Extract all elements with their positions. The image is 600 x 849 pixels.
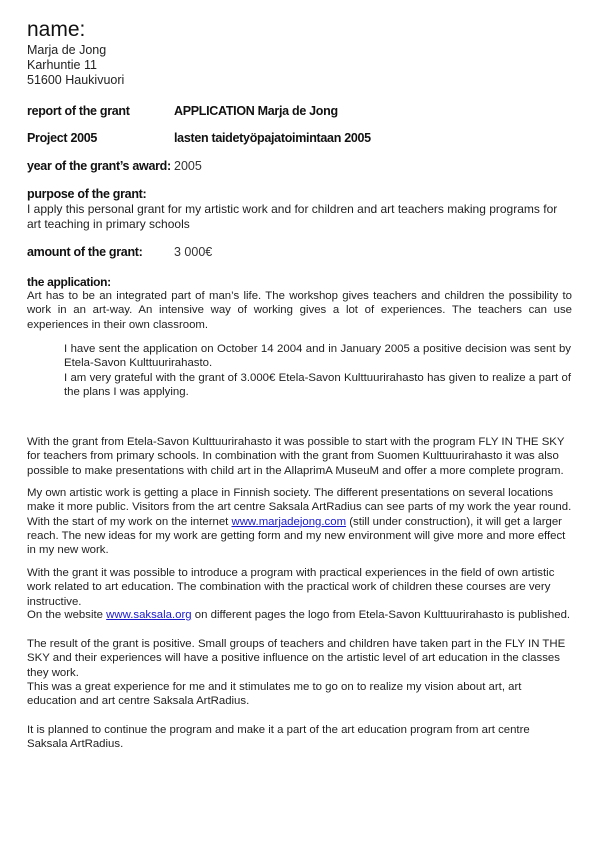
amount-row <box>27 245 587 261</box>
indented-paragraph-2: I am very grateful with the grant of 3.000€ Etela-Savon Kulttuurirahasto has given to realize a part of the plans I was applying. <box>64 372 571 399</box>
application-text: Art has to be an integrated part of man’s life. The workshop gives teachers and children the possibility to work in an art-way. An intensive way of working gives a lot of experiences. The teachers can use experiences in their own classroom. <box>27 290 572 331</box>
paragraph-website-start: On the website <box>27 609 107 621</box>
saksala-link[interactable]: www.saksala.org <box>106 609 192 621</box>
project-row <box>27 131 587 147</box>
indented-paragraph-1: I have sent the application on October 14 2004 and in January 2005 a positive decision was sent by Etela-Savon Kulttuurirahasto. <box>64 343 571 370</box>
paragraph-artistic-work-start: My own artistic work is getting a place in Finnish society. The different presentations on several locations make it more public. Visitors from the art centre Saksala ArtRadius can see parts of my work the year round. With the start of my work on the internet <box>27 487 572 528</box>
applicant-name: Marja de Jong <box>27 43 107 57</box>
paragraph-result: The result of the grant is positive. Small groups of teachers and children have taken part in the FLY IN THE SKY and their experiences will have a positive influence on the artistic level of art education in the classes they work. <box>27 638 566 679</box>
project-label: Project 2005 <box>27 131 98 145</box>
paragraph-artistic-work <box>27 486 572 557</box>
purpose-text: I apply this personal grant for my artistic work and for children and art teachers making programs for art teaching in primary schools <box>27 202 558 231</box>
purpose-label: purpose of the grant: <box>27 187 147 201</box>
paragraph-website <box>27 608 572 622</box>
amount-label: amount of the grant: <box>27 245 143 259</box>
paragraph-experience: This was a great experience for me and it stimulates me to go on to realize my vision about art, art education and art centre Saksala ArtRadius. <box>27 681 522 708</box>
purpose-row <box>27 187 587 203</box>
paragraph-continuation: It is planned to continue the program and make it a part of the art education program from art centre Saksala ArtRadius. <box>27 724 530 751</box>
paragraph-website-end: on different pages the logo from Etela-Savon Kulttuurirahasto is published. <box>191 609 571 621</box>
year-row <box>27 159 587 175</box>
address-street: Karhuntie 11 <box>27 58 97 72</box>
report-row <box>27 104 587 120</box>
report-value: APPLICATION Marja de Jong <box>174 104 338 118</box>
name-heading: name: <box>27 18 86 41</box>
paragraph-practical-program: With the grant it was possible to introduce a program with practical experiences in the field of own artistic work related to art education. The combination with the practical work of children these courses are very instructive. <box>27 567 555 608</box>
address-postal: 51600 Haukivuori <box>27 73 125 87</box>
marjadejong-link[interactable]: www.marjadejong.com <box>231 515 347 528</box>
year-label: year of the grant’s award: <box>27 159 171 173</box>
report-label: report of the grant <box>27 104 130 118</box>
amount-value: 3 000€ <box>174 245 213 259</box>
application-label: the application: <box>27 275 111 289</box>
paragraph-artistic-work-end: (still under construction), it will get a larger reach. The new ideas for my work are getting form and my new environment will give more and more effect in my new work. <box>27 515 566 557</box>
project-value: lasten taidetyöpajatoimintaan 2005 <box>174 131 371 145</box>
paragraph-fly-in-the-sky: With the grant from Etela-Savon Kulttuurirahasto it was possible to start with the program FLY IN THE SKY for teachers from primary schools. In combination with the grant from Suomen Kulttuurirahasto it was also possible to make presentations with child art in the AllaprimA MuseuM and offer a more complete program. <box>27 436 565 477</box>
year-value: 2005 <box>174 159 202 173</box>
